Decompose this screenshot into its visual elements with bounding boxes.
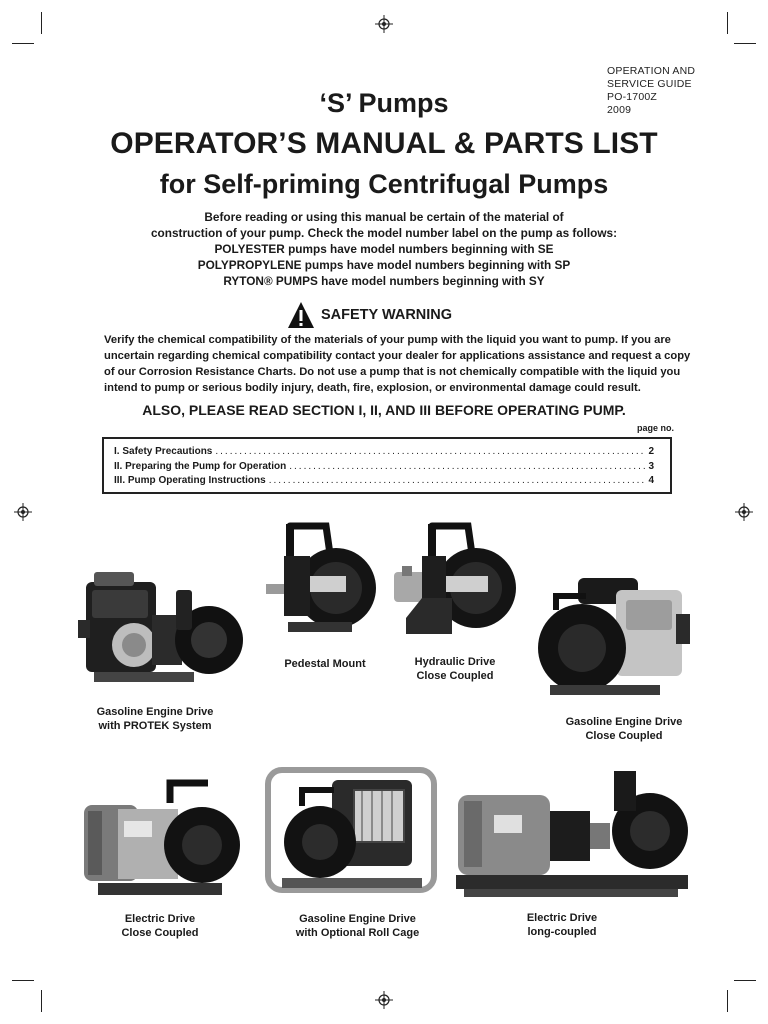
registration-mark-icon <box>375 991 393 1009</box>
intro-line: POLYPROPYLENE pumps have model numbers beginning with SP <box>197 258 571 272</box>
caption-line: long-coupled <box>527 926 597 938</box>
crop-mark <box>727 12 728 34</box>
caption-line: Hydraulic Drive <box>414 656 496 668</box>
warning-text <box>104 332 691 396</box>
toc-entry[interactable] <box>114 445 654 460</box>
caption-line: Gasoline Engine Drive <box>299 913 416 925</box>
caption-line: Gasoline Engine Drive <box>96 706 214 718</box>
toc-leader <box>289 460 645 475</box>
also-read-notice: ALSO, PLEASE READ SECTION I, II, AND III BEFORE OPERATING PUMP. <box>142 402 626 418</box>
warning-triangle-icon <box>287 301 315 329</box>
caption-electric-close <box>85 912 235 940</box>
guide-tag-line: 2009 <box>607 104 632 116</box>
crop-mark <box>734 980 756 981</box>
toc-entry-page: 4 <box>648 475 654 486</box>
hydraulic-drive-pump-image <box>392 518 516 648</box>
caption-line: Electric Drive <box>526 912 598 924</box>
pedestal-mount-pump-image <box>262 518 378 648</box>
crop-mark <box>734 43 756 44</box>
crop-mark <box>12 43 34 44</box>
warning-line: uncertain regarding chemical compatibility contact your dealer for applications assistance and request a copy <box>104 350 691 362</box>
caption-line: Close Coupled <box>416 670 494 682</box>
toc-entry-page: 3 <box>648 460 654 472</box>
intro-line: construction of your pump. Check the model number label on the pump as follows: <box>150 226 617 240</box>
caption-line: with PROTEK System <box>98 720 212 732</box>
crop-mark <box>727 990 728 1012</box>
gasoline-close-coupled-pump-image <box>526 570 696 705</box>
caption-line: Pedestal Mount <box>284 658 366 670</box>
gasoline-protek-pump-image <box>74 560 244 700</box>
crop-mark <box>12 980 34 981</box>
gasoline-roll-cage-pump-image <box>262 760 442 905</box>
caption-line: Gasoline Engine Drive <box>565 716 683 728</box>
crop-mark <box>41 990 42 1012</box>
toc-entry-page: 2 <box>648 446 654 457</box>
intro-line: RYTON® PUMPS have model numbers beginning with SY <box>223 274 545 288</box>
caption-gasoline-rollcage <box>275 912 440 940</box>
caption-gasoline-protek <box>80 705 230 733</box>
toc-entry[interactable] <box>114 460 654 475</box>
caption-gasoline-close <box>550 715 698 743</box>
warning-line: of our Corrosion Resistance Charts. Do not use a pump that is not chemically compatible with the liquid you <box>104 366 681 378</box>
intro-line: Before reading or using this manual be certain of the material of <box>204 210 564 224</box>
warning-line: intend to pump or serious bodily injury, death, fire, explosion, or environmental damage could result. <box>104 382 641 394</box>
registration-mark-icon <box>735 503 753 521</box>
guide-tag-line: SERVICE GUIDE <box>607 78 692 90</box>
crop-mark <box>41 12 42 34</box>
safety-warning-title: SAFETY WARNING <box>321 307 453 323</box>
toc-leader <box>215 445 645 460</box>
table-of-contents <box>102 437 672 494</box>
toc-entry-label: II. Preparing the Pump for Operation <box>114 460 287 472</box>
page-no-label: page no. <box>636 423 674 433</box>
caption-line: Electric Drive <box>124 913 196 925</box>
toc-entry-label: III. Pump Operating Instructions <box>114 475 266 486</box>
intro-text <box>0 209 768 289</box>
caption-line: with Optional Roll Cage <box>295 927 420 939</box>
caption-hydraulic <box>400 655 510 683</box>
toc-leader <box>269 474 646 489</box>
electric-long-coupled-pump-image <box>454 765 694 915</box>
registration-mark-icon <box>14 503 32 521</box>
electric-close-coupled-pump-image <box>78 775 242 905</box>
guide-tag-line: OPERATION AND <box>607 65 696 77</box>
registration-mark-icon <box>375 15 393 33</box>
warning-line: Verify the chemical compatibility of the materials of your pump with the liquid you want to pump. If you are <box>104 334 671 346</box>
safety-warning-heading <box>287 300 452 330</box>
guide-tag-line: PO-1700Z <box>607 91 658 103</box>
toc-entry-label: I. Safety Precautions <box>114 446 213 457</box>
caption-electric-long <box>512 911 612 939</box>
page-title: ‘S’ Pumps <box>319 88 449 118</box>
caption-line: Close Coupled <box>585 730 663 742</box>
toc-entry[interactable] <box>114 474 654 489</box>
intro-line: POLYESTER pumps have model numbers beginning with SE <box>214 242 554 256</box>
page-title-main: OPERATOR’S MANUAL & PARTS LIST <box>110 127 658 160</box>
page-subtitle: for Self-priming Centrifugal Pumps <box>159 169 609 199</box>
caption-line: Close Coupled <box>121 927 199 939</box>
caption-pedestal <box>270 657 380 671</box>
